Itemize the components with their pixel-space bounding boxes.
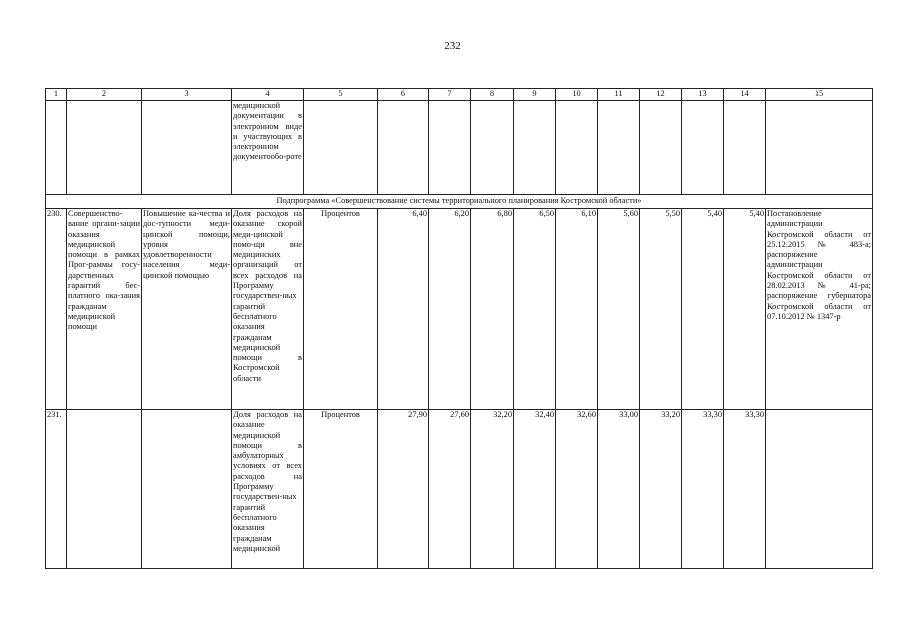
table-header-row — [46, 89, 873, 101]
column-header: 8 — [471, 89, 514, 101]
unit-cell: Процентов — [304, 410, 378, 569]
column-header: 9 — [514, 89, 556, 101]
column-header: 2 — [67, 89, 142, 101]
page-number: 232 — [444, 40, 461, 52]
value-cell: 6,50 — [514, 209, 556, 410]
goal-cell: Повышение ка-чества и дос-тупности меди-цинской помощи, уровня удовлетворенности населения меди-цинской помощью — [142, 209, 232, 410]
value-cell: 6,80 — [471, 209, 514, 410]
indicator-cell: медицинской документации в электронном виде и участвующих в электронном документообо-роте — [232, 101, 304, 195]
column-header: 4 — [232, 89, 304, 101]
measure-name-cell — [67, 410, 142, 569]
value-cell: 33,00 — [598, 410, 640, 569]
basis-cell: Постановление администрации Костромской области от 25.12.2015 № 483-а; распоряжение администрации Костромской области от 28.02.2013 № 41-ра; распоряжение губернатора Костромской области от 07.10.2012 № 1347-р — [766, 209, 873, 410]
goal-cell — [142, 410, 232, 569]
unit-cell: Процентов — [304, 209, 378, 410]
subprogram-row — [46, 195, 873, 209]
column-header: 15 — [766, 89, 873, 101]
basis-cell — [766, 410, 873, 569]
row-number: 230. — [46, 209, 67, 410]
value-cell: 5,40 — [724, 209, 766, 410]
column-header: 3 — [142, 89, 232, 101]
value-cell: 32,40 — [514, 410, 556, 569]
indicator-cell: Доля расходов на оказание скорой меди-цинской помо-щи вне медицинских организаций от всех расходов на Программу государствен-ных гарантий бесплатного оказания гражданам медицинской помощи в Костромской области — [232, 209, 304, 410]
row-number: 231. — [46, 410, 67, 569]
value-cell: 5,50 — [640, 209, 682, 410]
table-row — [46, 209, 873, 410]
value-cell: 6,40 — [378, 209, 429, 410]
column-header: 7 — [429, 89, 471, 101]
column-header: 13 — [682, 89, 724, 101]
indicators-table — [45, 88, 873, 569]
measure-name-cell: Совершенство-вание органи-зации оказания медицинской помощи в рамках Прог-раммы госу-дарственных гарантий бес-платного ока-зания гражданам медицинской помощи — [67, 209, 142, 410]
value-cell: 6,20 — [429, 209, 471, 410]
column-header: 11 — [598, 89, 640, 101]
column-header: 5 — [304, 89, 378, 101]
continuation-row — [46, 101, 873, 195]
column-header: 14 — [724, 89, 766, 101]
subprogram-title: Подпрограмма «Совершенствование системы территориального планирования Костромской области» — [46, 195, 873, 209]
value-cell: 27,90 — [378, 410, 429, 569]
value-cell: 33,30 — [724, 410, 766, 569]
value-cell: 33,20 — [640, 410, 682, 569]
column-header: 12 — [640, 89, 682, 101]
column-header: 10 — [556, 89, 598, 101]
value-cell: 33,30 — [682, 410, 724, 569]
value-cell: 32,60 — [556, 410, 598, 569]
table-row — [46, 410, 873, 569]
column-header: 6 — [378, 89, 429, 101]
indicator-cell: Доля расходов на оказание медицинской помощи в амбулаторных условиях от всех расходов на Программу государствен-ных гарантий бесплатного оказания гражданам медицинской — [232, 410, 304, 569]
value-cell: 5,60 — [598, 209, 640, 410]
column-header: 1 — [46, 89, 67, 101]
value-cell: 6,10 — [556, 209, 598, 410]
value-cell: 5,40 — [682, 209, 724, 410]
value-cell: 32,20 — [471, 410, 514, 569]
value-cell: 27,60 — [429, 410, 471, 569]
